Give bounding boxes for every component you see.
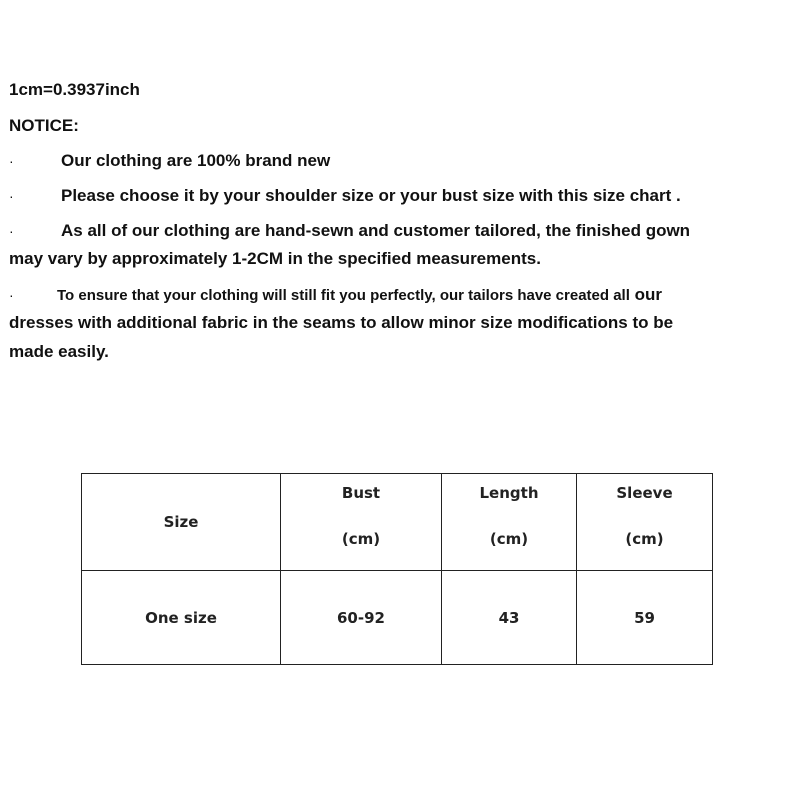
bullet-text: To ensure that your clothing will still fit you perfectly, our tailors have created all <box>57 287 630 304</box>
bullet-item-3 <box>9 221 690 241</box>
header-length: Length (cm) <box>442 474 577 571</box>
bullet-continuation: may vary by approximately 1-2CM in the specified measurements. <box>9 249 541 268</box>
cell-length: 43 <box>442 571 577 665</box>
cell-size: One size <box>82 571 281 665</box>
bullet-item-1 <box>9 151 330 171</box>
header-bust: Bust (cm) <box>281 474 442 571</box>
conversion-note: 1cm=0.3937inch <box>9 80 140 99</box>
table-row <box>82 571 713 665</box>
bullet-text: Please choose it by your shoulder size or your bust size with this size chart . <box>61 186 681 205</box>
bullet-marker: · <box>9 223 14 239</box>
bullet-marker: · <box>9 188 14 204</box>
bullet-marker: · <box>9 153 14 169</box>
notice-title: NOTICE: <box>9 116 79 135</box>
header-size: Size <box>82 474 281 571</box>
bullet-item-4 <box>9 285 662 305</box>
cell-sleeve: 59 <box>577 571 713 665</box>
table-header-row <box>82 474 713 571</box>
bullet-marker: · <box>9 287 14 303</box>
size-chart-table <box>81 473 713 665</box>
cell-bust: 60-92 <box>281 571 442 665</box>
bullet-continuation: dresses with additional fabric in the seams to allow minor size modifications to be <box>9 313 674 332</box>
bullet-text-tail: our <box>634 285 663 304</box>
bullet-item-2 <box>9 186 681 206</box>
bullet-continuation: made easily. <box>9 342 109 361</box>
bullet-text: As all of our clothing are hand-sewn and customer tailored, the finished gown <box>61 221 691 240</box>
bullet-text: Our clothing are 100% brand new <box>61 151 331 170</box>
header-sleeve: Sleeve (cm) <box>577 474 713 571</box>
